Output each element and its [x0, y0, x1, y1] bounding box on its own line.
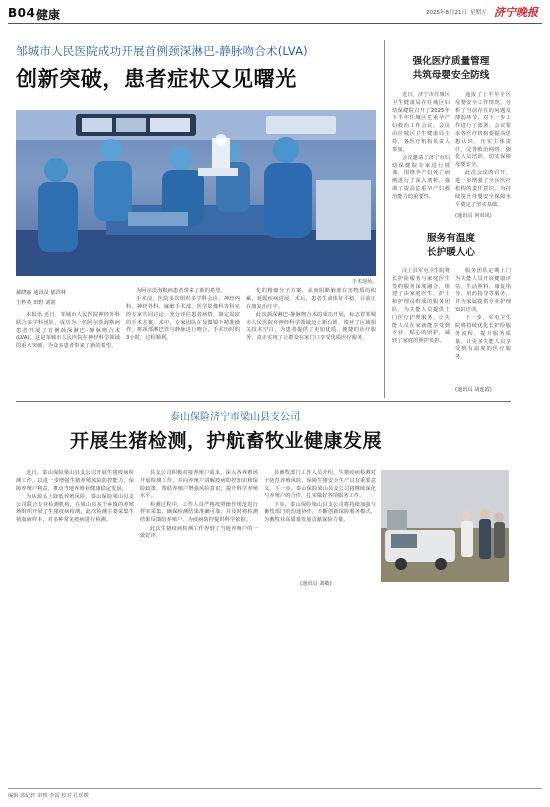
- paragraph: 化的精细分子方案，从而阻断脑部有害物质的积累，延缓疾病进展。术后，患者生命体征平稳，目前正在康复治疗中。: [246, 288, 376, 310]
- story2-column-1: [16, 470, 134, 588]
- paragraph: 会议邀请了济宁市妇幼保健院专家进行授课，围绕孕产妇死亡病例进行了深入剖析，强调了提高危重孕产妇救治能力的重要性。: [392, 154, 450, 200]
- paragraph: 近日，济宁市任城区卫生健康局在任城区妇幼保健院召开了2025年下半年任城区危重孕产妇救治工作会议。会议由任城区卫生健康局主持，各医疗机构负责人参加。: [392, 92, 450, 153]
- column-divider: [384, 40, 385, 398]
- issue-weekday: 星期五: [470, 10, 487, 16]
- right-story1-column-b: [455, 92, 511, 208]
- story1-column-1: [16, 312, 120, 398]
- story2-kicker: 泰山保险济宁市梁山县支公司: [170, 412, 300, 423]
- story1-byline-2: 王秒英 田野 刘润: [16, 300, 56, 306]
- right-story2-column-d: [455, 268, 511, 380]
- right-story1-title-line-2: 共筑母婴安全防线: [412, 70, 490, 81]
- right-story2-title: [392, 232, 510, 260]
- paragraph: 手术前，医院多次组织多学科会诊，神经内科、神经外科、麻醉手术部、医学影像科等科室的专家共同讨论，充分评估患者病情，制定周密的手术方案。术中，专家团队在显微镜下精准操作，将颈部淋巴管与静脉进行吻合，手术历时约3小时，过程顺利。: [126, 296, 240, 342]
- paragraph: 此次会议的召开，进一步增强了全区医疗机构的责任意识，为持续提升母婴安全保障水平奠定了坚实基础。: [455, 170, 511, 208]
- right-story1-title: [392, 55, 510, 83]
- story1-kicker: 邹城市人民医院成功开展首例颈深淋巴-静脉吻合术(LVA): [16, 44, 308, 58]
- right-story1-title-line-1: 强化医疗质量管理: [412, 56, 490, 67]
- farm-scene-illustration: [381, 470, 509, 582]
- story-divider: [16, 401, 511, 402]
- header-rule: [8, 23, 542, 24]
- story1-byline-1: 郝晓丽 通讯员 郁洪林: [16, 290, 66, 296]
- paragraph: 下一步，军屯卫生院将持续优化长护险服务流程，提升服务质量，让更多失能人员享受到有温度的医疗服务。: [455, 315, 511, 361]
- footer-staff-credits: 编辑 郭纪轩 审核 李霞 校对 孔瑶媛: [8, 793, 89, 799]
- paragraph: 为从源头上降低养殖风险，泰山保险梁山县支公司联合专业检测机构，在梁山县多个乡镇的养殖场组织开展了生猪疫病检测。此次检测主要采集生猪血液样本，对多种常见疫病进行检测。: [16, 493, 134, 524]
- paragraph: 下步，泰山保险梁山县支公司将持续加强与畜牧部门的沟通协作，不断创新保险服务模式，为畜牧业高质量发展贡献保险力量。: [264, 501, 376, 524]
- story2-column-3: [264, 470, 376, 580]
- paragraph: 汶上县军屯卫生院将长护险服务与家庭医生签约服务深度融合，组建了由家庭医生、护士和护理员组成的服务团队，为失能人员提供上门医疗护理服务，让失能人员在家就能享受到专业、贴心的照护，减轻了家庭的照护负担。: [392, 268, 450, 345]
- right-story2-credit: (通讯员 胡连霞): [455, 387, 492, 393]
- right-story2-title-line-2: 长护暖人心: [427, 247, 475, 258]
- pig-farm-photo: [381, 470, 509, 582]
- paragraph: 此次生猪疫病检测工作得到了当地养殖户的一致好评，: [140, 525, 258, 540]
- right-story2-column-c: [392, 268, 450, 380]
- story2-credit: (通讯员 刘敏): [300, 581, 332, 587]
- paragraph: 服务团队定期上门为失能人员开展健康评估、生活照料、康复指导、用药指导等服务，并为家属提供专业护理知识培训。: [455, 268, 511, 313]
- paragraph: 县畜牧部门工作人员介绍，生猪疫病检测对于防范养殖风险、保障生猪安全生产具有重要意义。下一步，泰山保险梁山县支公司将继续深化与养殖户的合作，扎实做好各项服务工作。: [264, 470, 376, 500]
- paragraph: 此次颈深淋巴-静脉吻合术的成功开展，标志着邹城市人民医院在神经科学领域迈上新台阶，填补了区域相关技术空白，为患者提供了更加优质、便捷的诊疗服务，真正实现了让群众在家门口享受优质医疗服务。: [246, 311, 376, 342]
- paragraph: 检测过程中，工作人员严格按照操作规范进行样本采集，确保检测结果准确可靠，并及时将检测结果反馈给养殖户，为疫病防控提供科学依据。: [140, 501, 258, 524]
- story2-title: 开展生猪检测，护航畜牧业健康发展: [70, 430, 383, 452]
- paragraph: 通报了上半年全区母婴安全工作情况，分析了当前存在的问题及薄弱环节，对下一步工作进行了部署。会议要求各医疗机构要提高思想认识，压实主体责任，完善救治网络，强化人员培训，切实保障母婴安全。: [455, 92, 511, 169]
- footer-rule: [8, 788, 542, 789]
- section-name: 健康: [36, 8, 61, 22]
- paragraph: 近日，泰山保险梁山县支公司开展生猪疫病检测工作，以进一步增强生猪养殖风险防控能力，保障养殖户利益，推动当地养殖业健康稳定发展。: [16, 470, 134, 492]
- story1-title: 创新突破，患者症状又见曙光: [16, 66, 297, 91]
- right-story1-column-a: [392, 92, 450, 204]
- story1-column-2: [126, 288, 240, 398]
- right-story1-credit: (通讯员 何双凤): [455, 213, 492, 219]
- page-number: B04: [8, 6, 36, 20]
- paragraph: 为阿尔茨海默病患者带来了新的希望。: [136, 288, 226, 294]
- paragraph: 县支公司积极对接养殖户需求，深入各养殖场开展检测工作，并向养殖户讲解疫病防控知识和保险政策，帮助养殖户增强风险意识，提升科学养殖水平。: [140, 470, 258, 500]
- photo-caption: 手术现场。: [352, 279, 378, 285]
- newspaper-logo: 济宁晚报: [494, 6, 538, 19]
- right-story2-title-line-1: 服务有温度: [427, 233, 475, 244]
- issue-date: 2025年8月21日: [426, 10, 467, 16]
- surgery-scene-illustration: [16, 110, 376, 276]
- paragraph: 本报讯 近日，邹城市人民医院神经外科联合多学科团队，成功为一名阿尔茨海默病患者开展了首例颈深淋巴-静脉吻合术(LVA)。这是邹城市人民医院在神经科学领域的重大突破，为众多患者带来了新的希望。: [16, 312, 120, 350]
- story2-column-2: [140, 470, 258, 588]
- story1-column-3: [246, 288, 376, 398]
- surgery-photo: [16, 110, 376, 276]
